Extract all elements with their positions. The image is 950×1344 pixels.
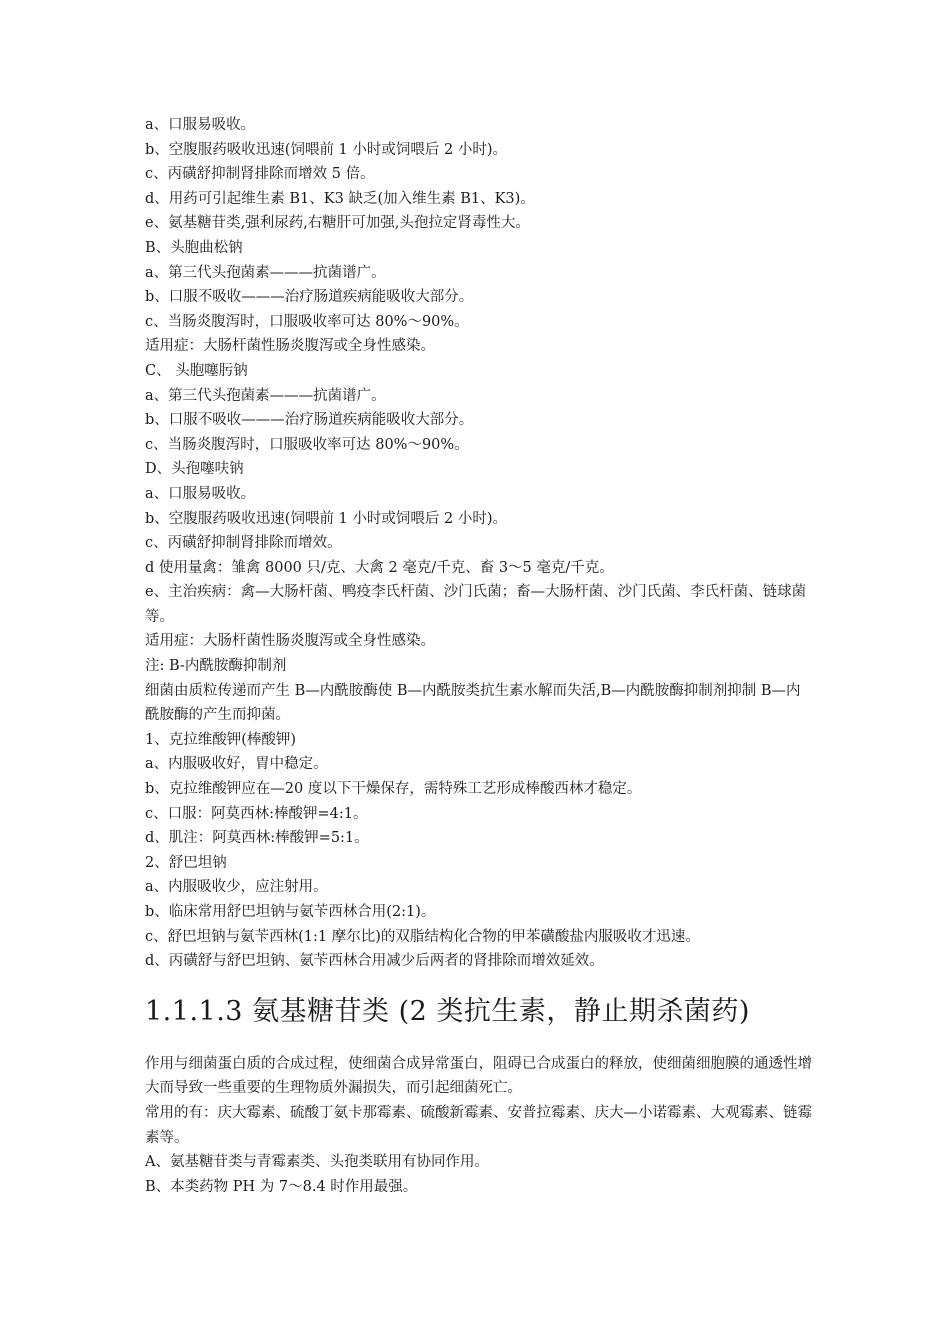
text-line: b、空腹服药吸收迅速(饲喂前 1 小时或饲喂后 2 小时)。: [145, 141, 507, 158]
text-line: B、本类药物 PH 为 7～8.4 时作用最强。: [145, 1178, 418, 1195]
text-line: 细菌由质粒传递而产生 B—内酰胺酶使 B—内酰胺类抗生素水解而失活,B—内酰胺酶抑制剂抑制 B—内酰胺酶的产生而抑菌。: [145, 682, 801, 724]
text-line: 作用与细菌蛋白质的合成过程，使细菌合成异常蛋白，阻碍已合成蛋白的释放，使细菌细胞膜的通透性增大而导致一些重要的生理物质外漏损失，而引起细菌死亡。: [145, 1055, 812, 1097]
text-line: a、第三代头孢菌素———抗菌谱广。: [145, 387, 386, 404]
text-line: d、丙磺舒与舒巴坦钠、氨苄西林合用减少后两者的肾排除而增效延效。: [145, 953, 604, 970]
section-aminoglycosides: [145, 1052, 813, 1200]
text-line: a、内服吸收少，应注射用。: [145, 879, 328, 896]
text-line: 常用的有：庆大霉素、硫酸丁氨卡那霉素、硫酸新霉素、安普拉霉素、庆大—小诺霉素、大观霉素、链霉素等。: [145, 1104, 812, 1146]
text-line: c、当肠炎腹泻时，口服吸收率可达 80%～90%。: [145, 313, 469, 330]
section-antibiotics-list: [145, 113, 813, 974]
text-line: e、主治疾病：禽—大肠杆菌、鸭疫李氏杆菌、沙门氏菌；畜—大肠杆菌、沙门氏菌、李氏杆菌、链球菌等。: [145, 584, 807, 625]
text-line: C、 头胞噻肟钠: [145, 362, 248, 379]
text-line: a、口服易吸收。: [145, 485, 256, 502]
text-line: d 使用量禽：雏禽 8000 只/克、大禽 2 毫克/千克、畜 3～5 毫克/千克。: [145, 559, 614, 576]
text-line: c、丙磺舒抑制肾排除而增效。: [145, 535, 342, 552]
text-line: B、头胞曲松钠: [145, 239, 243, 256]
text-line: a、第三代头孢菌素———抗菌谱广。: [145, 264, 386, 281]
text-line: 2、舒巴坦钠: [145, 854, 227, 871]
text-line: D、头孢噻呋钠: [145, 461, 244, 478]
document-page: [145, 113, 813, 1199]
text-line: e、氨基糖苷类,强利尿药,右糖肝可加强,头孢拉定肾毒性大。: [145, 215, 530, 232]
text-line: b、克拉维酸钾应在—20 度以下干燥保存，需特殊工艺形成棒酸西林才稳定。: [145, 781, 642, 798]
section-heading: 1.1.1.3 氨基糖苷类 (2 类抗生素，静止期杀菌药): [145, 995, 750, 1027]
text-line: c、丙磺舒抑制肾排除而增效 5 倍。: [145, 166, 375, 183]
text-line: A、氨基糖苷类与青霉素类、头孢类联用有协同作用。: [145, 1154, 489, 1171]
text-line: c、舒巴坦钠与氨苄西林(1:1 摩尔比)的双脂结构化合物的甲苯磺酸盐内服吸收才迅速。: [145, 928, 700, 945]
text-line: b、口服不吸收———治疗肠道疾病能吸收大部分。: [145, 412, 474, 429]
text-line: b、空腹服药吸收迅速(饲喂前 1 小时或饲喂后 2 小时)。: [145, 510, 507, 527]
text-line: 适用症：大肠杆菌性肠炎腹泻或全身性感染。: [145, 338, 435, 355]
text-line: d、用药可引起维生素 B1、K3 缺乏(加入维生素 B1、K3)。: [145, 190, 535, 207]
text-line: 注: B-内酰胺酶抑制剂: [145, 658, 287, 675]
text-line: 1、克拉维酸钾(棒酸钾): [145, 731, 297, 748]
text-line: d、肌注：阿莫西林:棒酸钾=5:1。: [145, 830, 369, 847]
text-line: 适用症：大肠杆菌性肠炎腹泻或全身性感染。: [145, 633, 435, 650]
text-line: b、临床常用舒巴坦钠与氨苄西林合用(2:1)。: [145, 904, 436, 920]
text-line: b、口服不吸收———治疗肠道疾病能吸收大部分。: [145, 289, 474, 306]
text-line: c、当肠炎腹泻时，口服吸收率可达 80%～90%。: [145, 436, 469, 453]
text-line: a、内服吸收好，胃中稳定。: [145, 756, 328, 773]
text-line: a、口服易吸收。: [145, 117, 256, 133]
text-line: c、口服：阿莫西林:棒酸钾=4:1。: [145, 805, 368, 822]
